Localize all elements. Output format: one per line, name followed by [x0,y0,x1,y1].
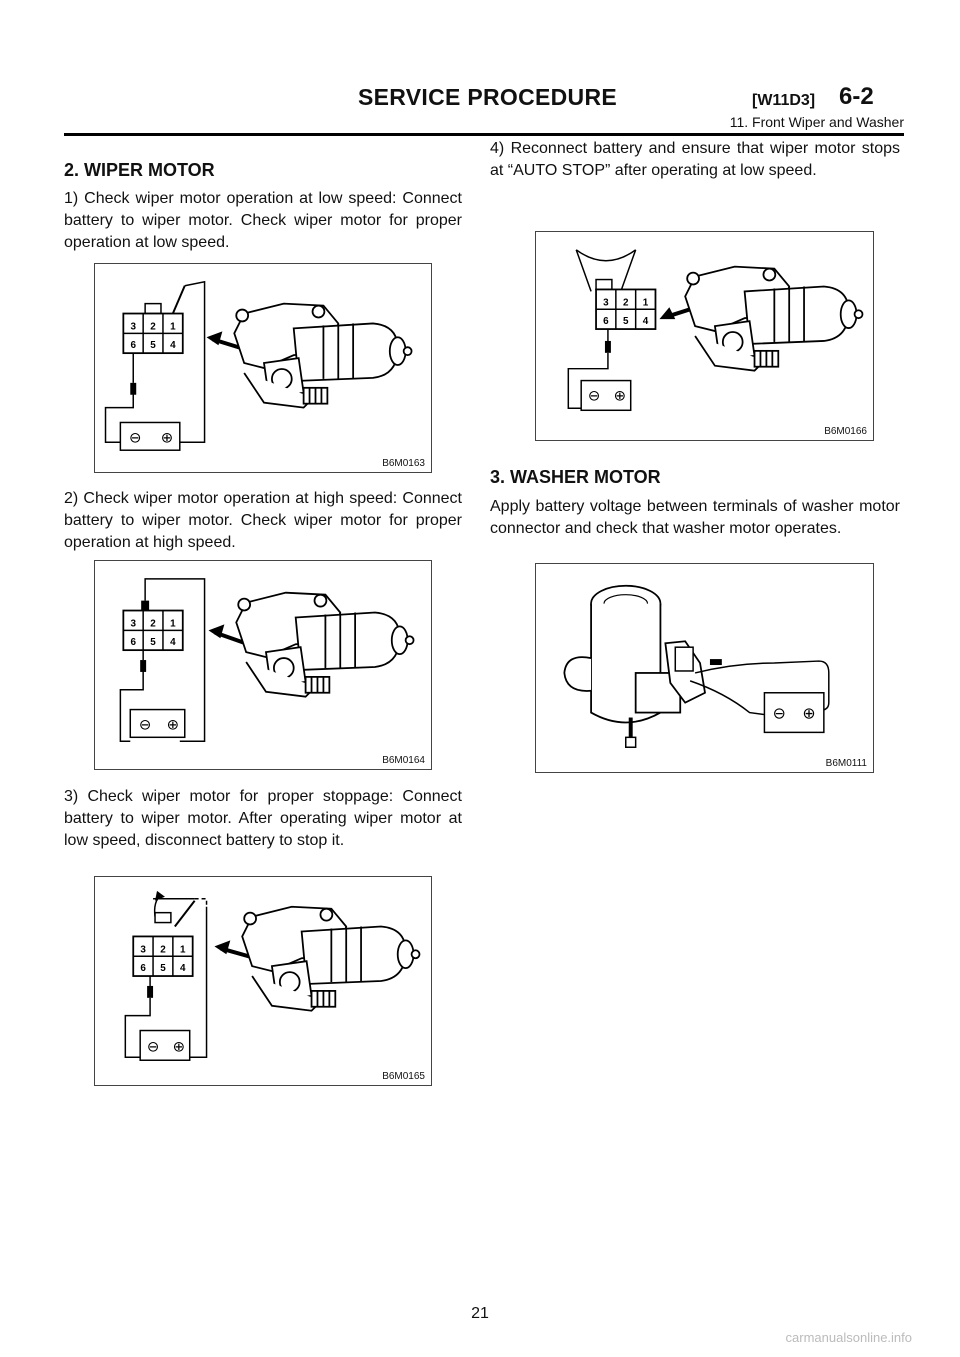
section-number: 6-2 [839,83,874,110]
pin-6: 6 [130,340,137,352]
figure-b6m0111 [535,563,874,773]
figure-code: B6M0163 [382,458,425,469]
figure-code: B6M0111 [825,758,867,769]
wiper-motor-low-speed-diagram [95,264,431,472]
figure-code: B6M0166 [824,426,867,437]
wiper-motor-auto-stop-diagram [536,232,873,440]
page-number: 21 [471,1305,489,1322]
battery-minus: ⊖ [146,1037,160,1056]
figure-code: B6M0164 [382,755,425,766]
watermark: carmanualsonline.info [785,1330,912,1345]
pin-2: 2 [150,321,156,333]
section-title: SERVICE PROCEDURE [358,84,618,110]
pin-4: 4 [642,316,649,328]
header-rule [64,133,904,136]
pin-3: 3 [140,944,146,956]
section-subtitle: 11. Front Wiper and Washer [729,114,904,130]
washer-motor-diagram [536,564,873,772]
pin-2: 2 [622,297,629,309]
figure-b6m0166 [535,231,874,441]
pin-3: 3 [603,297,609,309]
pin-5: 5 [150,637,156,649]
battery-plus: ⊕ [160,428,174,447]
pin-2: 2 [160,944,166,956]
battery-plus: ⊕ [166,715,180,734]
heading-washer-motor: 3. WASHER MOTOR [490,467,661,487]
wiper-motor-high-speed-diagram [95,561,431,769]
pin-6: 6 [130,637,137,649]
battery-plus: ⊕ [802,703,816,723]
battery-minus: ⊖ [772,703,786,723]
step-1-text: 1) Check wiper motor operation at low speed: Connect battery to wiper motor. Check wiper motor for proper operation at low speed. [64,190,462,251]
step-3-text: 3) Check wiper motor for proper stoppage: Connect battery to wiper motor. After operating wiper motor at low speed, disconnect battery to stop it. [64,788,462,849]
pin-5: 5 [622,316,629,328]
battery-plus: ⊕ [172,1037,186,1056]
pin-6: 6 [140,963,146,975]
pin-3: 3 [130,321,137,333]
figure-b6m0165 [94,876,432,1086]
pin-4: 4 [180,963,186,975]
step-4-text: 4) Reconnect battery and ensure that wiper motor stops at “AUTO STOP” after operating at low speed. [490,140,900,179]
figure-b6m0163 [94,263,432,473]
pin-6: 6 [603,316,609,328]
section-code: [W11D3] [752,92,816,109]
step-2-text: 2) Check wiper motor operation at high speed: Connect battery to wiper motor. Check wiper motor for proper operation at high speed. [64,490,462,551]
battery-minus: ⊖ [129,428,142,447]
pin-1: 1 [170,321,176,333]
pin-1: 1 [180,944,186,956]
wiper-motor-stoppage-diagram [95,877,431,1085]
pin-1: 1 [170,618,176,630]
pin-5: 5 [150,340,156,352]
battery-plus: ⊕ [613,386,627,405]
battery-minus: ⊖ [138,715,152,734]
figure-code: B6M0165 [382,1071,425,1082]
pin-5: 5 [160,963,166,975]
pin-3: 3 [130,618,137,630]
figure-b6m0164 [94,560,432,770]
washer-motor-text: Apply battery voltage between terminals of washer motor connector and check that washer motor operates. [490,498,900,537]
pin-1: 1 [642,297,649,309]
battery-minus: ⊖ [587,386,601,405]
pin-2: 2 [150,618,156,630]
heading-wiper-motor: 2. WIPER MOTOR [64,160,215,180]
pin-4: 4 [170,340,176,352]
pin-4: 4 [170,637,176,649]
